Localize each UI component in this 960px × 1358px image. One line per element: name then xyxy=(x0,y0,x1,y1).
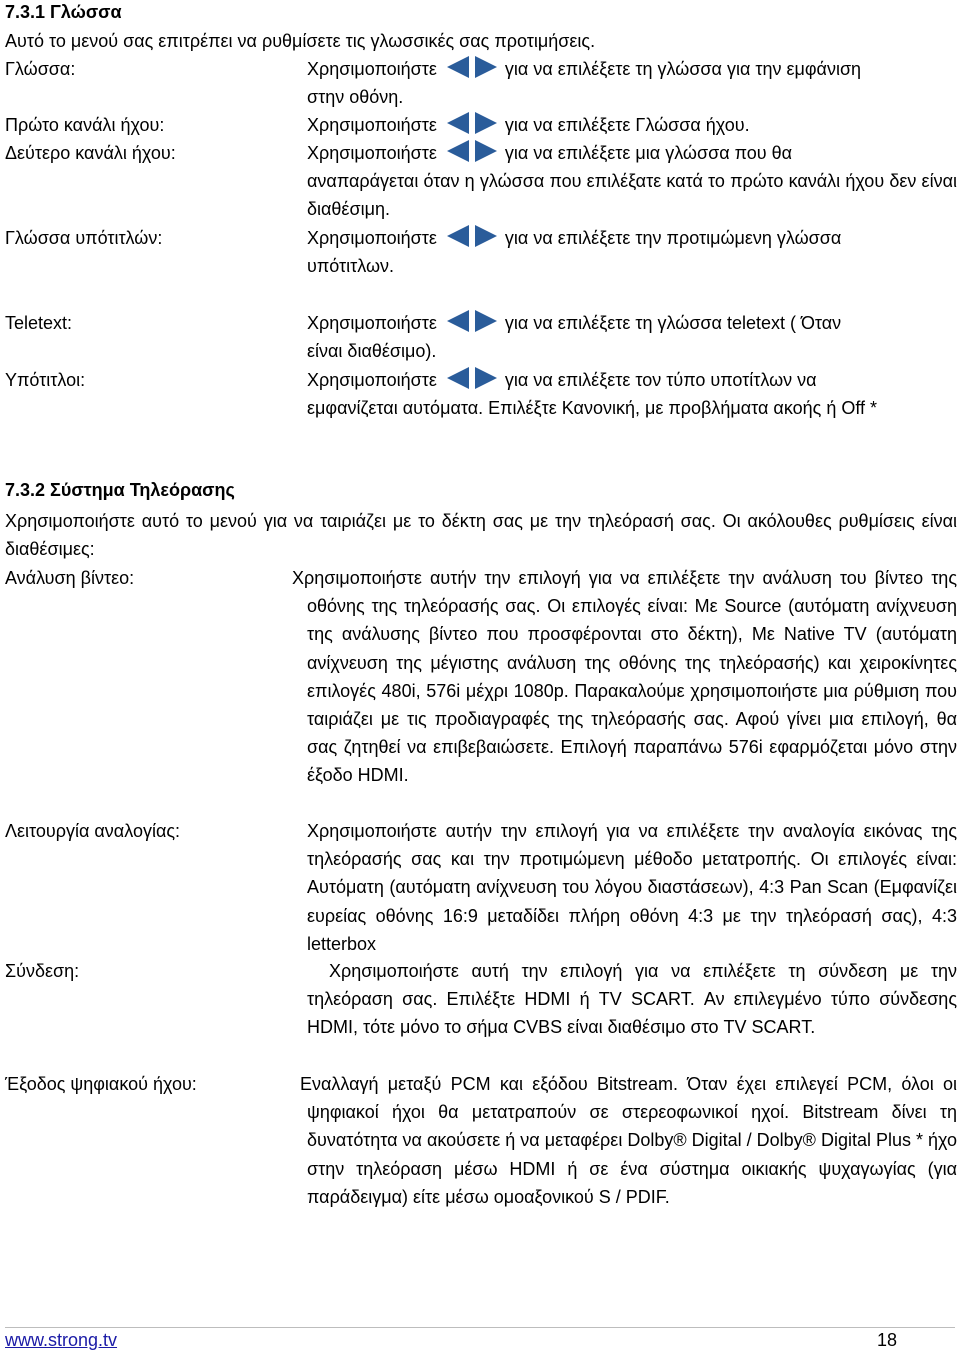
section-intro-tv-system: Χρησιμοποιήστε αυτό το μενού για να ταιριάζει με το δέκτη σας με την τηλεόρασή σας. Οι ακόλουθες ρυθμίσεις είναι διαθέσιμες: xyxy=(5,511,957,560)
desc-cont-teletext: είναι διαθέσιμο). xyxy=(307,341,437,361)
use-label: Χρησιμοποιήστε xyxy=(307,228,437,248)
section-heading-language: 7.3.1 Γλώσσα xyxy=(5,2,122,22)
left-right-arrows-icon xyxy=(447,56,497,78)
footer-divider xyxy=(5,1327,955,1328)
use-label: Χρησιμοποιήστε xyxy=(307,143,437,163)
desc-cont-subtitle-language: υπότιτλων. xyxy=(307,256,395,276)
desc-cont-language: στην οθόνη. xyxy=(307,87,404,107)
page-number: 18 xyxy=(877,1330,898,1350)
desc-video-resolution: Χρησιμοποιήστε αυτήν την επιλογή για να επιλέξετε την ανάλυση του βίντεο της οθόνης της τηλεόρασής σας. Οι επιλογές είναι: Με Source (αυτόματη ανίχνευση της ανάλυσης βίντεο που προσφέρονται στο δέκτη), Με Native TV (αυτόματη ανίχνευση της μέγιστης ανάλυση της οθόνης της τηλεόρασής) και χειροκίνητες επιλογές 480i, 576i μέχρι 1080p. Παρακαλούμε χρησιμοποιήστε μια ρύθμιση που ταιριάζει με τις προδιαγραφές της τηλεόρασής σας. Αφού γίνει μια επιλογή, θα σας ζητηθεί να επιβεβαιώσετε. Επιλογή παραπάνω 576i εφαρμόζεται μόνο στην έξοδο HDMI. xyxy=(292,568,957,786)
desc-text: για να επιλέξετε την προτιμώμενη γλώσσα xyxy=(504,228,842,248)
desc-text: για να επιλέξετε τη γλώσσα για την εμφάνιση xyxy=(504,59,862,79)
use-label: Χρησιμοποιήστε xyxy=(307,59,437,79)
left-right-arrows-icon xyxy=(447,140,497,162)
desc-teletext xyxy=(307,309,841,337)
desc-subtitle-language xyxy=(307,224,841,252)
term-video-resolution: Ανάλυση βίντεο: xyxy=(5,568,135,588)
desc-first-audio xyxy=(307,111,750,139)
term-aspect-mode: Λειτουργία αναλογίας: xyxy=(5,821,181,841)
desc-text: για να επιλέξετε τον τύπο υποτίτλων να xyxy=(504,370,817,390)
footer-website-link[interactable]: www.strong.tv xyxy=(5,1330,118,1350)
desc-text: για να επιλέξετε τη γλώσσα teletext ( Όταν xyxy=(504,313,842,333)
term-language: Γλώσσα: xyxy=(5,59,76,79)
desc-aspect-mode: Χρησιμοποιήστε αυτήν την επιλογή για να επιλέξετε την αναλογία εικόνας της τηλεόρασής σας και την προτιμώμενη μέθοδο μετατροπής. Οι επιλογές είναι: Αυτόματη (αυτόματη ανίχνευση του λόγου διαστάσεων), 4:3 Pan Scan (Εμφανίζει ευρείας οθόνης 16:9 μεταδίδει πλήρη οθόνη 4:3 με την τηλεόρασή σας), 4:3 letterbox xyxy=(307,821,957,954)
term-subtitle-language: Γλώσσα υπότιτλών: xyxy=(5,228,163,248)
desc-digital-audio-output: Εναλλαγή μεταξύ PCM και εξόδου Bitstream. Όταν έχει επιλεγεί PCM, όλοι οι ψηφιακοί ήχοι θα μετατραπούν σε στερεοφωνικοί ηχοί. Bitstream δίνει τη δυνατότητα να ακούσετε ή να μεταφέρει Dolby® Digital / Dolby® Digital Plus * ήχο στην τηλεόραση μέσω HDMI ή σε ένα σύστημα οικιακής ψυχαγωγίας (για παράδειγμα) είτε μέσω ομοαξονικού S / PDIF. xyxy=(300,1074,957,1207)
desc-language xyxy=(307,55,861,83)
term-teletext: Teletext: xyxy=(5,313,73,333)
desc-text: για να επιλέξετε μια γλώσσα που θα xyxy=(504,143,793,163)
term-second-audio: Δεύτερο κανάλι ήχου: xyxy=(5,143,176,163)
use-label: Χρησιμοποιήστε xyxy=(307,115,437,135)
section-intro-language: Αυτό το μενού σας επιτρέπει να ρυθμίσετε τις γλωσσικές σας προτιμήσεις. xyxy=(5,31,596,51)
left-right-arrows-icon xyxy=(447,225,497,247)
use-label: Χρησιμοποιήστε xyxy=(307,370,437,390)
desc-cont-second-audio: αναπαράγεται όταν η γλώσσα που επιλέξατε κατά το πρώτο κανάλι ήχου δεν είναι διαθέσιμη. xyxy=(307,171,957,220)
left-right-arrows-icon xyxy=(447,310,497,332)
desc-cont-subtitles: εμφανίζεται αυτόματα. Επιλέξτε Κανονική, με προβλήματα ακοής ή Off * xyxy=(307,398,878,418)
term-first-audio: Πρώτο κανάλι ήχου: xyxy=(5,115,165,135)
term-subtitles: Υπότιτλοι: xyxy=(5,370,86,390)
desc-text: για να επιλέξετε Γλώσσα ήχου. xyxy=(504,115,750,135)
left-right-arrows-icon xyxy=(447,367,497,389)
section-heading-tv-system: 7.3.2 Σύστημα Τηλεόρασης xyxy=(5,480,235,500)
desc-connection: Χρησιμοποιήστε αυτή την επιλογή για να επιλέξετε τη σύνδεση με την τηλεόραση σας. Επιλέξτε HDMI ή TV SCART. Αν επιλεγμένο τύπο σύνδεσης HDMI, τότε μόνο το σήμα CVBS είναι διαθέσιμο στο TV SCART. xyxy=(307,961,957,1038)
desc-second-audio xyxy=(307,139,792,167)
use-label: Χρησιμοποιήστε xyxy=(307,313,437,333)
left-right-arrows-icon xyxy=(447,112,497,134)
desc-subtitles xyxy=(307,366,817,394)
term-connection: Σύνδεση: xyxy=(5,961,80,981)
term-digital-audio-output: Έξοδος ψηφιακού ήχου: xyxy=(5,1074,197,1094)
